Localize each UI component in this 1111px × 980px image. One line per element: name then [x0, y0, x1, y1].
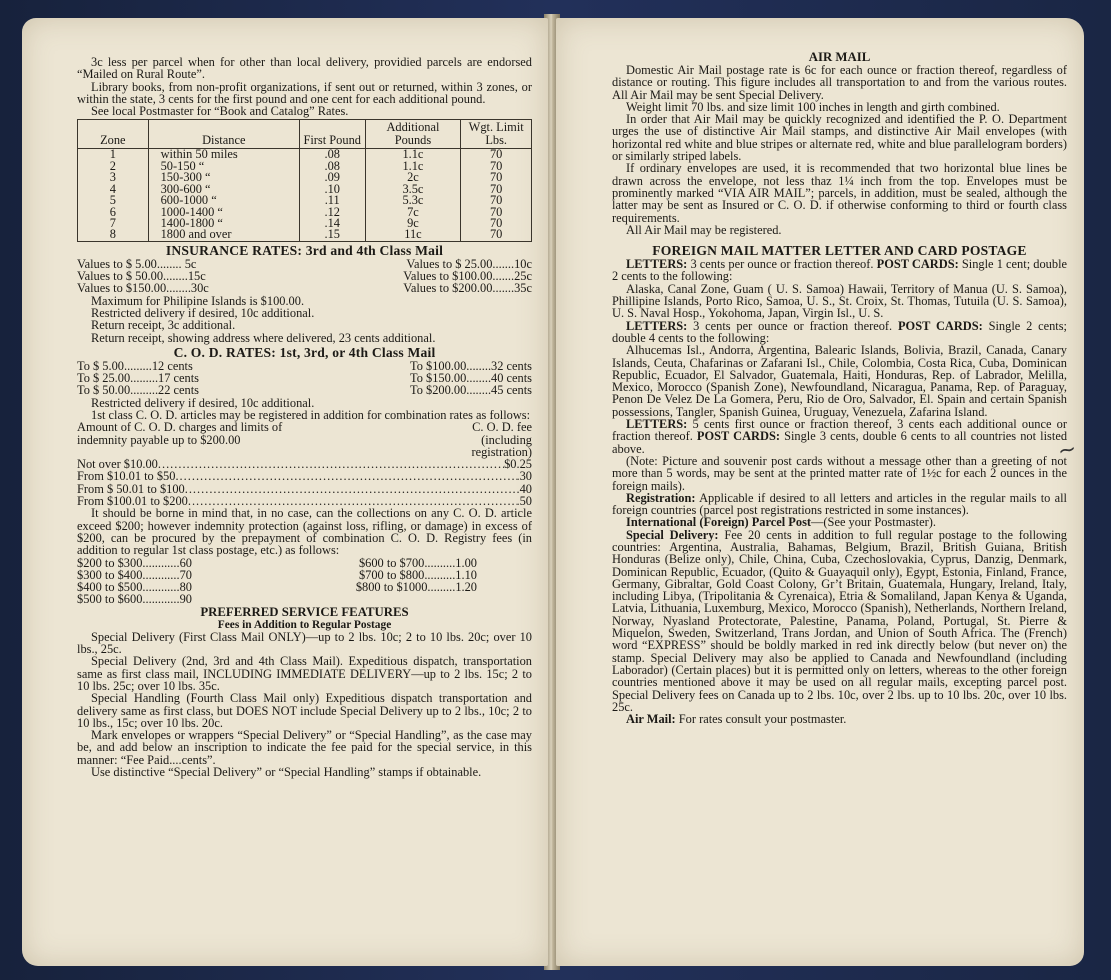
- registry-fee-row-right: $700 to $800..........1.10: [358, 567, 477, 582]
- weight-limit-cell: 70: [461, 218, 532, 229]
- cod-fee-list: [77, 458, 532, 507]
- post-cards-label: POST CARDS:: [876, 257, 959, 272]
- additional-pounds-cell: 2c: [365, 172, 461, 183]
- cod-fee-row: [77, 470, 532, 482]
- foreign-rate-group-2: [612, 320, 1067, 345]
- rural-route-paragraph: 3c less per parcel when for other than local delivery, providied parcels are endorsed “Mailed on Rural Route”.: [77, 55, 532, 82]
- cod-registered-note: 1st class C. O. D. articles may be registered in addition for combination rates as follows:: [91, 408, 531, 422]
- zone-row: [78, 207, 532, 218]
- return-receipt-note: Return receipt, 3c additional.: [91, 318, 236, 333]
- weight-limit-cell: 70: [461, 149, 532, 161]
- special-handling-paragraph: Special Handling (Fourth Class Mail only) Expeditious dispatch transportation and delivery same as first class, but DOES NOT include Special Delivery up to 2 lbs., 10c; 2 to 10 lbs., 15c; over 10 lbs. 20c.: [77, 691, 532, 730]
- ordinary-envelopes-note: If ordinary envelopes are used, it is recommended that two horizontal blue lines be drawn across the envelope, not less thaz 1¼ inch from the top. Envelopes must be prominently marked “VIA AIR MAIL”; parcels, in addition, must be sealed, although the latter may be sent as Insured or C. O. D. if otherwise conforming to third or fourth class requirements.: [612, 161, 1067, 225]
- first-pound-cell: .08: [299, 161, 365, 172]
- registry-fee-rates: [77, 557, 477, 606]
- distance-cell: 1400-1800 “: [148, 218, 299, 229]
- distinctive-stamps-paragraph: Use distinctive “Special Delivery” or “Special Handling” stamps if obtainable.: [91, 765, 482, 780]
- letters-rate-text: 5 cents first ounce or fraction thereof, 3 cents each additional ounce or fraction thereof.: [612, 417, 1067, 444]
- registry-fee-row-left: $400 to $500............80: [77, 580, 192, 595]
- registry-fee-row: [77, 593, 477, 605]
- insurance-rate-row-left: Values to $150.00........30c: [77, 281, 209, 296]
- distance-header: Distance: [148, 120, 299, 149]
- air-mail-registered: All Air Mail may be registered.: [626, 222, 782, 237]
- cod-fee-range: From $10.01 to $50: [77, 469, 176, 484]
- registry-fee-row: [77, 557, 477, 569]
- letters-label: LETTERS:: [626, 318, 688, 333]
- registry-fee-row-left: $500 to $600............90: [77, 592, 192, 607]
- zone-cell: 2: [78, 161, 149, 172]
- special-delivery-label: Special Delivery:: [626, 527, 719, 542]
- weight-limit-cell: 70: [461, 172, 532, 183]
- cod-rate-row-right: To $150.00........40 cents: [410, 371, 532, 386]
- library-books-paragraph: Library books, from non-profit organizations, if sent out or returned, within 3 zones, or within the state, 3 cents for the first pound and one cent for each additional pound.: [77, 79, 532, 106]
- foreign-country-list-2: Alhucemas Isl., Andorra, Argentina, Balearic Islands, Bolivia, Brazil, Canada, Canary Islands, Ceuta, Chafarinas or Zafarani Isl., Chile, Colombia, Costa Rica, Cuba, Dominican Republic, Ecuador, El Salvador, Guatemala, Haiti, Honduras, Rep. of Labrador, Melilla, Mexico, Morocco (Spanish Zone), Newfoundland, Nicaragua, Panama, Rep. of Paraguay, Penon De Velez De La Gomera, Peru, Rio de Oro, Salvador, El. Spain and certain Spanish possessions, Tangler, Spanish Guinea, Uruguay, Venezuela, Zafarina Island.: [612, 343, 1067, 419]
- registry-fee-row-left: $300 to $400............70: [77, 567, 192, 582]
- registry-fee-row-left: $200 to $300............60: [77, 555, 192, 570]
- registration-text: Applicable if desired to all letters and articles in the regular mails to all foreign countries (parcel post registrations restricted in some instances).: [612, 490, 1067, 518]
- return-receipt-address-note: Return receipt, showing address where delivered, 23 cents additional.: [91, 330, 436, 345]
- left-page: [22, 18, 548, 966]
- weight-limit-cell: 70: [461, 207, 532, 218]
- first-pound-cell: .11: [299, 195, 365, 206]
- air-mail-label: Air Mail:: [626, 712, 676, 727]
- preferred-service-title: PREFERRED SERVICE FEATURES: [200, 604, 409, 619]
- additional-pounds-header: Additional Pounds: [365, 120, 461, 149]
- weight-limit-cell: 70: [461, 161, 532, 172]
- weight-limit-cell: 70: [461, 184, 532, 195]
- cod-fee-range: Not over $10.00: [77, 457, 158, 472]
- cod-fee-value: .40: [516, 481, 532, 496]
- domestic-air-mail-rate: Domestic Air Mail postage rate is 6c for each ounce or fraction thereof, regardless of distance or routing. This figure includes all transportation to and from the various routes. All Air Mail may be sent Special Delivery.: [612, 63, 1067, 102]
- insurance-title: INSURANCE RATES: 3rd and 4th Class Mail: [165, 242, 444, 258]
- foreign-air-mail-paragraph: [612, 713, 1067, 725]
- zone-row: [78, 218, 532, 229]
- zone-row: [78, 195, 532, 206]
- air-mail-text: For rates consult your postmaster.: [675, 712, 847, 727]
- zone-row: [78, 172, 532, 183]
- cod-fee-heading: [77, 421, 532, 458]
- distance-cell: 50-150 “: [148, 161, 299, 172]
- insurance-rates: [77, 258, 532, 295]
- insurance-rate-row-left: Values to $ 5.00........ 5c: [77, 256, 197, 271]
- first-pound-cell: .14: [299, 218, 365, 229]
- weight-limit-cell: 70: [461, 195, 532, 206]
- cod-fee-value: .50: [516, 494, 532, 509]
- zone-cell: 7: [78, 218, 149, 229]
- post-cards-rate-text: Single 2 cents; double 4 cents to the following:: [612, 318, 1068, 345]
- leader-dots: [185, 483, 517, 495]
- cod-rate-row-left: To $ 50.00.........22 cents: [77, 383, 199, 398]
- insurance-rate-row-right: Values to $200.00.......35c: [403, 281, 532, 296]
- leader-dots: [175, 470, 516, 482]
- distance-cell: within 50 miles: [148, 149, 299, 161]
- air-mail-title: AIR MAIL: [808, 50, 871, 64]
- zone-cell: 8: [78, 229, 149, 241]
- registry-fee-row-right: $600 to $700..........1.00: [358, 555, 477, 570]
- first-pound-cell: .15: [299, 229, 365, 241]
- first-pound-header: First Pound: [299, 120, 365, 149]
- cod-fee-value: .30: [516, 469, 532, 484]
- registration-paragraph: [612, 492, 1067, 517]
- zone-cell: 1: [78, 149, 149, 161]
- foreign-rate-group-1: [612, 258, 1067, 283]
- special-delivery-first-class: Special Delivery (First Class Mail ONLY)—up to 2 lbs. 10c; 2 to 10 lbs. 20c; over 10 lbs., 25c.: [77, 629, 532, 657]
- cod-rate-row-right: To $200.00........45 cents: [410, 383, 532, 398]
- cod-rate-row-left: To $ 5.00.........12 cents: [77, 358, 193, 373]
- leader-dots: [158, 458, 504, 470]
- air-weight-limit: Weight limit 70 lbs. and size limit 100 inches in length and girth combined.: [626, 99, 1000, 114]
- registry-fee-row-right: $800 to $1000.........1.20: [355, 580, 477, 595]
- foreign-rate-group-3: [612, 418, 1067, 455]
- letters-rate-text: 3 cents per ounce or fraction thereof.: [687, 257, 877, 272]
- post-cards-rate-text: Single 1 cent; double 2 cents to the following:: [612, 257, 1068, 284]
- distance-cell: 1000-1400 “: [148, 207, 299, 218]
- air-mail-identification: In order that Air Mail may be quickly recognized and identified the P. O. Department urges the use of distinctive Air Mail stamps, and distinctive Air Mail envelopes (with horizontal red white and blue stripes or alternate red, white and blue parallelogram borders) or similarly striped labels.: [612, 112, 1067, 164]
- pencil-mark: ~: [1055, 436, 1079, 465]
- additional-pounds-cell: 1.1c: [365, 149, 461, 161]
- right-column: [612, 51, 1067, 725]
- first-pound-cell: .10: [299, 184, 365, 195]
- foreign-mail-title: FOREIGN MAIL MATTER LETTER AND CARD POSTAGE: [652, 243, 1027, 259]
- zone-cell: 4: [78, 184, 149, 195]
- right-page: [556, 18, 1084, 966]
- post-cards-rate-text: Single 3 cents, double 6 cents to all countries not listed above.: [612, 429, 1068, 456]
- cod-title: C. O. D. RATES: 1st, 3rd, or 4th Class Mail: [173, 344, 436, 360]
- letters-rate-text: 3 cents per ounce or fraction thereof.: [687, 318, 898, 333]
- picture-postcard-note: (Note: Picture and souvenir post cards without a message other than a greeting of not more than 5 words, may be sent at the printed matter rate of 1½c for each 2 ounces in the foreign mails).: [612, 453, 1067, 493]
- intl-parcel-post-text: —(See your Postmaster).: [811, 515, 936, 530]
- cod-restricted-note: Restricted delivery if desired, 10c additional.: [91, 395, 315, 410]
- letters-label: LETTERS:: [626, 257, 688, 272]
- insurance-rate-row-left: Values to $ 50.00........15c: [77, 269, 206, 284]
- first-pound-cell: .09: [299, 172, 365, 183]
- weight-limit-header: Wgt. Limit Lbs.: [461, 120, 532, 149]
- zone-cell: 5: [78, 195, 149, 206]
- zone-table-body: [78, 149, 532, 241]
- zone-rate-table: [77, 119, 532, 241]
- additional-pounds-cell: 1.1c: [365, 161, 461, 172]
- mark-envelopes-paragraph: Mark envelopes or wrappers “Special Delivery” or “Special Handling”, as the case may be, and add below an inscription to indicate the fee paid for the special service, in this manner: “Fee Paid....cents”.: [77, 728, 532, 767]
- zone-cell: 3: [78, 172, 149, 183]
- foreign-country-list-1: Alaska, Canal Zone, Guam ( U. S. Samoa) Hawaii, Territory of Manua (U. S. Samoa), Phillipine Islands, Porto Rico, Samoa, U. S., St. Croix, St. Thomas, Tutuila (U. S. Samoa), U. S. Naval Hosp., Yokohoma, Japan, Virgin Isl., U. S.: [612, 281, 1067, 321]
- cod-rate-row-left: To $ 25.00.........17 cents: [77, 371, 199, 386]
- cod-charges-heading: Amount of C. O. D. charges and limits of indemnity payable up to $200.00: [77, 420, 283, 447]
- zone-header: Zone: [78, 120, 149, 149]
- cod-fee-heading-right: C. O. D. fee (including registration): [471, 420, 532, 459]
- distance-cell: 600-1000 “: [148, 195, 299, 206]
- zone-cell: 6: [78, 207, 149, 218]
- philippines-maximum: Maximum for Philipine Islands is $100.00.: [91, 293, 305, 308]
- registration-label: Registration:: [626, 490, 696, 505]
- zone-row: [78, 184, 532, 195]
- insurance-rate-row-right: Values to $ 25.00.......10c: [406, 256, 532, 271]
- zone-row: [78, 229, 532, 241]
- additional-pounds-cell: 5.3c: [365, 195, 461, 206]
- distance-cell: 300-600 “: [148, 184, 299, 195]
- cod-fee-range: From $100.01 to $200: [77, 494, 188, 509]
- insurance-rate-row-right: Values to $100.00.......25c: [403, 269, 532, 284]
- first-pound-cell: .12: [299, 207, 365, 218]
- cod-rate-row: [77, 384, 532, 396]
- foreign-special-delivery-paragraph: [612, 529, 1067, 713]
- zone-row: [78, 149, 532, 161]
- additional-pounds-cell: 7c: [365, 207, 461, 218]
- additional-pounds-cell: 9c: [365, 218, 461, 229]
- left-column: [77, 56, 532, 778]
- special-delivery-text: Fee 20 cents in addition to full regular postage to the following countries: Argentina, Australia, Bahamas, Belgium, Brazil, British Guiana, British Honduras (Belize only), Chile, China, Cuba, Czechoslovakia, Cyprus, Danzig, Denmark, Dominican Republic, Ecuador, (Quito & Guayaquil only), Egypt, Estonia, Finland, France, Germany, Gibraltar, Gold Coast Colony, Gr’t Britain, Guatemala, Hungary, Ireland, Italy, including Libya, (Tripolitania & Cyrenaica), Etria & Somaliland, Japan Kenya & Uganda, Latvia, Lithuania, Luxemburg, Mexico, Morocco (Spanish), Netherlands, Northern Ireland, Norway, Nyasland Protectorate, Palestine, Panama, Poland, Portugal, St. Pierre & Miquelon, Sweden, Switzerland, Trans Jordan, and Union of South Africa. The (French) word “EXPRESS” should be boldly marked in red ink directly below (but never on) the stamp. Special Delivery may also be applied to Canada and Newfoundland (including Laborador) (Certain places) but it is permitted only on letters, whereas to the other foreign countries mentioned above it may be used on all regular mails, excepting parcel post. Special Delivery fees on Canada up to 2 lbs. 10c, over 2 lbs. up to 10 lbs. 20c, over 10 lbs. 25c.: [612, 527, 1067, 714]
- weight-limit-cell: 70: [461, 229, 532, 241]
- book-catalog-note: See local Postmaster for “Book and Catalog” Rates.: [91, 104, 349, 119]
- cod-fee-range: From $ 50.01 to $100: [77, 481, 185, 496]
- first-pound-cell: .08: [299, 149, 365, 161]
- intl-parcel-post-label: International (Foreign) Parcel Post: [626, 515, 812, 530]
- distance-cell: 150-300 “: [148, 172, 299, 183]
- cod-rate-row-right: To $100.00........32 cents: [410, 358, 532, 373]
- cod-rates: [77, 360, 532, 397]
- zone-table-header: [78, 120, 532, 149]
- restricted-delivery-note: Restricted delivery if desired, 10c additional.: [91, 305, 315, 320]
- preferred-service-subtitle: Fees in Addition to Regular Postage: [217, 618, 392, 631]
- distance-cell: 1800 and over: [148, 229, 299, 241]
- special-delivery-other-class: Special Delivery (2nd, 3rd and 4th Class Mail). Expeditious dispatch, transportation same as first class mail, INCLUDING IMMEDIATE DELIVERY—up to 2 lbs. 15c; 2 to 10 lbs. 25c; over 10 lbs. 35c.: [77, 654, 532, 693]
- additional-pounds-cell: 11c: [365, 229, 461, 241]
- cod-fee-value: $0.25: [504, 457, 532, 472]
- post-cards-label: POST CARDS:: [696, 429, 780, 444]
- cod-indemnity-paragraph: It should be borne in mind that, in no case, can the collections on any C. O. D. article exceed $200; however indemnity protection (against loss, rifling, or damage) in excess of $200, can be procured by the prepayment of combination C. O. D. Registry fees (in addition to regular 1st class postage, etc.) as follows:: [77, 506, 532, 558]
- letters-label: LETTERS:: [626, 417, 688, 432]
- additional-pounds-cell: 3.5c: [365, 184, 461, 195]
- post-cards-label: POST CARDS:: [897, 318, 983, 333]
- zone-row: [78, 161, 532, 172]
- insurance-rate-row: [77, 282, 532, 294]
